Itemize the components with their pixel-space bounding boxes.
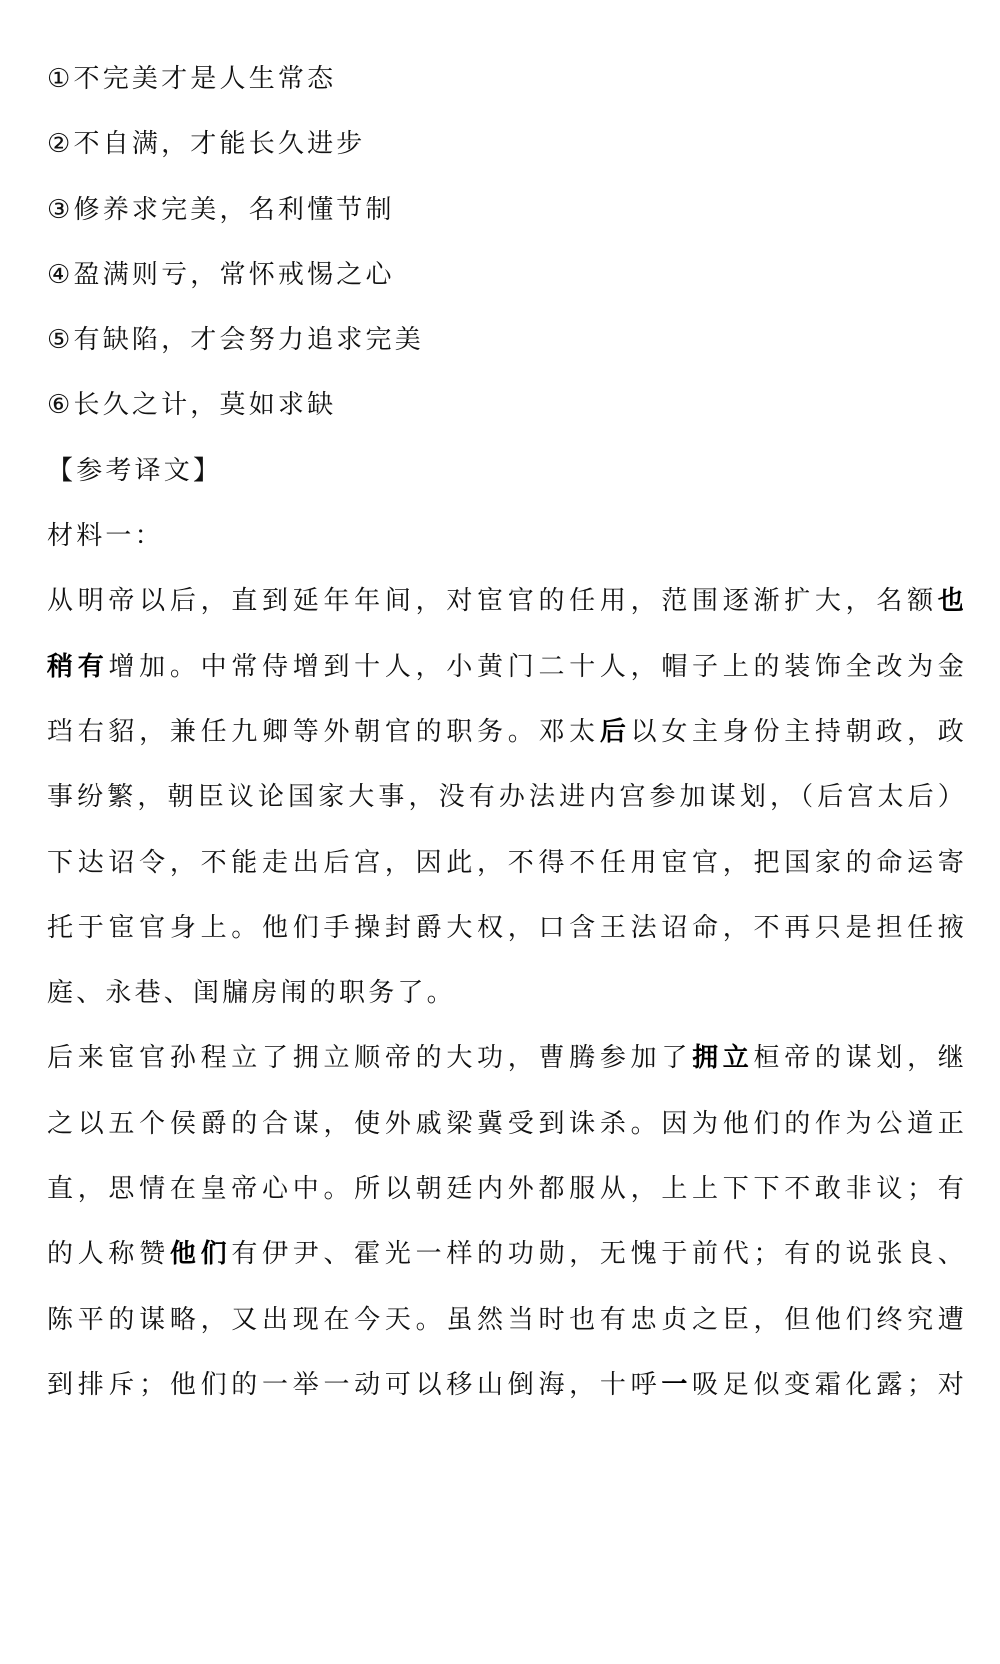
emphasis-text: 后 [599, 716, 631, 747]
option-4: ④盈满则亏，常怀戒惕之心 [47, 259, 395, 290]
option-1: ①不完美才是人生常态 [47, 64, 337, 94]
option-5: ⑤有缺陷，才会努力追求完美 [47, 325, 424, 356]
paragraph-1-row: 稍有增加。中常侍增到十人，小黄门二十人，帽子上的装饰全改为金 [47, 651, 967, 682]
paragraph-1-row: 下达诏令，不能走出后宫，因此，不得不任用宦官，把国家的命运寄 [47, 847, 967, 878]
paragraph-2-row: 到排斥；他们的一举一动可以移山倒海，十呼一吸足似变霜化露；对 [47, 1369, 967, 1400]
paragraph-2 [47, 1026, 967, 1418]
paragraph-1-row: 珰右貂，兼任九卿等外朝官的职务。邓太后以女主身份主持朝政，政 [47, 716, 967, 747]
paragraph-1 [47, 569, 967, 1026]
paragraph-2-row: 直，思情在皇帝心中。所以朝廷内外都服从，上上下下不敢非议；有 [47, 1174, 967, 1205]
material-label: 材料一： [47, 521, 164, 552]
paragraph-1-row: 从明帝以后，直到延年年间，对宦官的任用，范围逐渐扩大，名额也 [47, 586, 967, 617]
section-heading: 【参考译文】 [47, 455, 223, 486]
option-2: ②不自满，才能长久进步 [47, 129, 366, 160]
emphasis-text: 拥立 [692, 1043, 754, 1074]
emphasis-text: 稍有 [47, 651, 109, 682]
paragraph-2-row: 之以五个侯爵的合谋，使外戚梁冀受到诛杀。因为他们的作为公道正 [47, 1108, 967, 1139]
paragraph-1-row: 庭、永巷、闺牖房闱的职务了。 [47, 978, 456, 1009]
emphasis-text: 他们 [169, 1239, 232, 1270]
emphasis-text: 一 [661, 1369, 693, 1400]
option-6: ⑥长久之计，莫如求缺 [47, 390, 337, 421]
emphasis-text: 也 [937, 586, 967, 617]
paragraph-1-row: 事纷繁，朝臣议论国家大事，没有办法进内宫参加谋划，（后宫太后） [47, 782, 967, 813]
option-3: ③修养求完美，名利懂节制 [47, 194, 395, 225]
paragraph-2-row: 后来宦官孙程立了拥立顺帝的大功，曹腾参加了拥立桓帝的谋划，继 [47, 1043, 968, 1074]
paragraph-2-row: 的人称赞他们有伊尹、霍光一样的功勋，无愧于前代；有的说张良、 [47, 1239, 967, 1270]
paragraph-2-row: 陈平的谋略，又出现在今天。虽然当时也有忠贞之臣，但他们终究遭 [47, 1304, 967, 1335]
paragraph-1-row: 托于宦官身上。他们手操封爵大权，口含王法诏命，不再只是担任掖 [47, 912, 967, 943]
document-page [47, 47, 967, 1418]
